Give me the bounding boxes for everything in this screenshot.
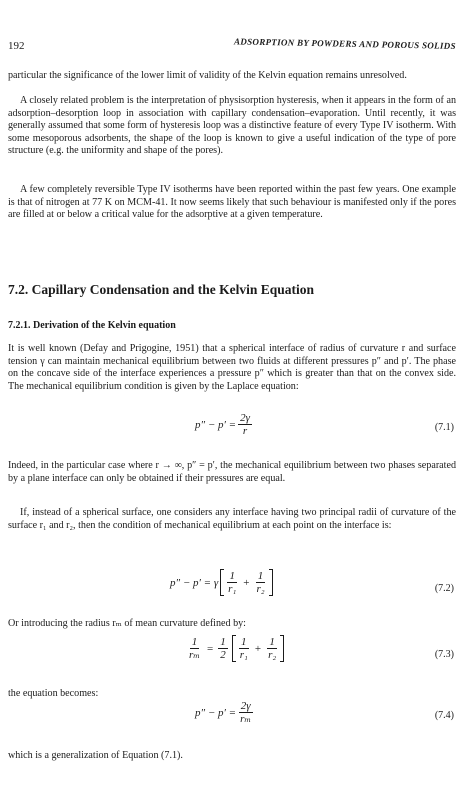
equation-7-2	[0, 570, 464, 610]
equation-7-1	[0, 410, 464, 450]
eq4-fraction	[238, 700, 253, 725]
eq3-frac-2-num: 1	[269, 636, 275, 648]
eq3-half	[218, 636, 228, 661]
paragraph-2: A closely related problem is the interpretation of physisorption hysteresis, when it appears in the form of an adsorption–desorption loop in association with capillary condensation–evaporation. Until recently, it was generally assumed that some form of hysteresis loop was a distinctive feature of every Type IV isotherm. With some mesoporous adsorbents, the shape of the loop is known to give a useful indication of the type of pore structure (e.g. the uniformity and shape of the pores).	[8, 95, 456, 156]
paragraph-5: Indeed, in the particular case where r → ∞, p″ = p′, the mechanical equilibrium between two phases separated by a plane interface can only be obtained if their pressures are equal.	[8, 460, 456, 484]
eq2-number: (7.2)	[434, 583, 454, 594]
subsection-heading: 7.2.1. Derivation of the Kelvin equation	[8, 320, 176, 331]
page-number: 192	[8, 40, 25, 52]
eq4-numerator: 2γ	[240, 700, 251, 712]
section-heading: 7.2. Capillary Condensation and the Kelvin Equation	[8, 282, 315, 297]
eq2-frac-1-num: 1	[229, 570, 235, 582]
paragraph-1: particular the significance of the lower limit of validity of the Kelvin equation remains unresolved.	[8, 70, 407, 81]
eq4-lhs: p″ − p′ =	[195, 706, 237, 719]
eq3-half-den: 2	[220, 649, 226, 661]
equation-7-4	[0, 700, 464, 740]
paragraph-8: the equation becomes:	[8, 688, 99, 699]
eq4-denominator: rₘ	[240, 713, 252, 725]
eq1-fraction	[238, 412, 252, 437]
eq3-frac-2-den: r₂	[268, 649, 277, 661]
eq2-frac-2	[255, 570, 267, 595]
eq3-half-num: 1	[220, 636, 226, 648]
eq2-bracket: $\frac{1}{\text{r₁}}$ + $\frac{1}{\text{r₂}}$	[220, 570, 272, 595]
eq2-frac-1	[226, 570, 238, 595]
paragraph-6: If, instead of a spherical surface, one considers any interface having two principal radii of curvature of the surface r₁ and r₂, then the condition of mechanical equilibrium at each point on the interface is:	[8, 507, 456, 531]
eq2-frac-2-den: r₂	[256, 583, 265, 595]
eq3-lhs-den: rₘ	[189, 649, 201, 661]
eq3-lhs-num: 1	[191, 636, 198, 648]
eq3-frac-2	[266, 636, 278, 661]
eq4-number: (7.4)	[434, 710, 454, 721]
paragraph-7: Or introducing the radius rₘ of mean curvature defined by:	[8, 618, 246, 629]
eq3-frac-1-den: r₁	[239, 649, 248, 661]
equation-7-3: $\frac{1}{\text{rₘ}}$ = $\frac{1}{2}$ $\frac{1}{\text{r₁}}$ + $\frac{1}{\text{r₂}}$ (7.3)	[189, 636, 454, 661]
eq3-lhs-frac	[187, 636, 202, 661]
eq2-frac-2-num: 1	[257, 570, 264, 582]
running-title: ADSORPTION BY POWDERS AND POROUS SOLIDS	[234, 36, 457, 51]
eq1-lhs: p″ − p′ =	[195, 418, 237, 431]
paragraph-9: which is a generalization of Equation (7.1).	[8, 750, 183, 761]
eq1-denominator: r	[242, 425, 248, 437]
eq1-numerator: 2γ	[240, 412, 250, 424]
eq3-number: (7.3)	[434, 649, 454, 660]
eq2-frac-1-den: r₁	[228, 583, 237, 595]
eq3-frac-1-num: 1	[241, 636, 247, 648]
eq3-bracket: $\frac{1}{\text{r₁}}$ + $\frac{1}{\text{r₂}}$	[232, 636, 284, 661]
paragraph-4: It is well known (Defay and Prigogine, 1951) that a spherical interface of radius of curvature r and surface tension γ can maintain mechanical equilibrium between two fluids at different pressures p″ and p′. The phase on the concave side of the interface experiences a pressure p″ which is greater than that on the convex side. The mechanical equilibrium condition is given by the Laplace equation:	[8, 343, 456, 392]
eq1-number: (7.1)	[434, 422, 454, 433]
paragraph-3: A few completely reversible Type IV isotherms have been reported within the past few years. One example is that of nitrogen at 77 K on MCM-41. It now seems likely that such behaviour is manifested only if the pores are filled at or below a critical value for the adsorptive at a given temperature.	[8, 184, 456, 220]
eq2-lhs: p″ − p′ = γ	[170, 576, 219, 589]
eq3-frac-1	[238, 636, 250, 661]
